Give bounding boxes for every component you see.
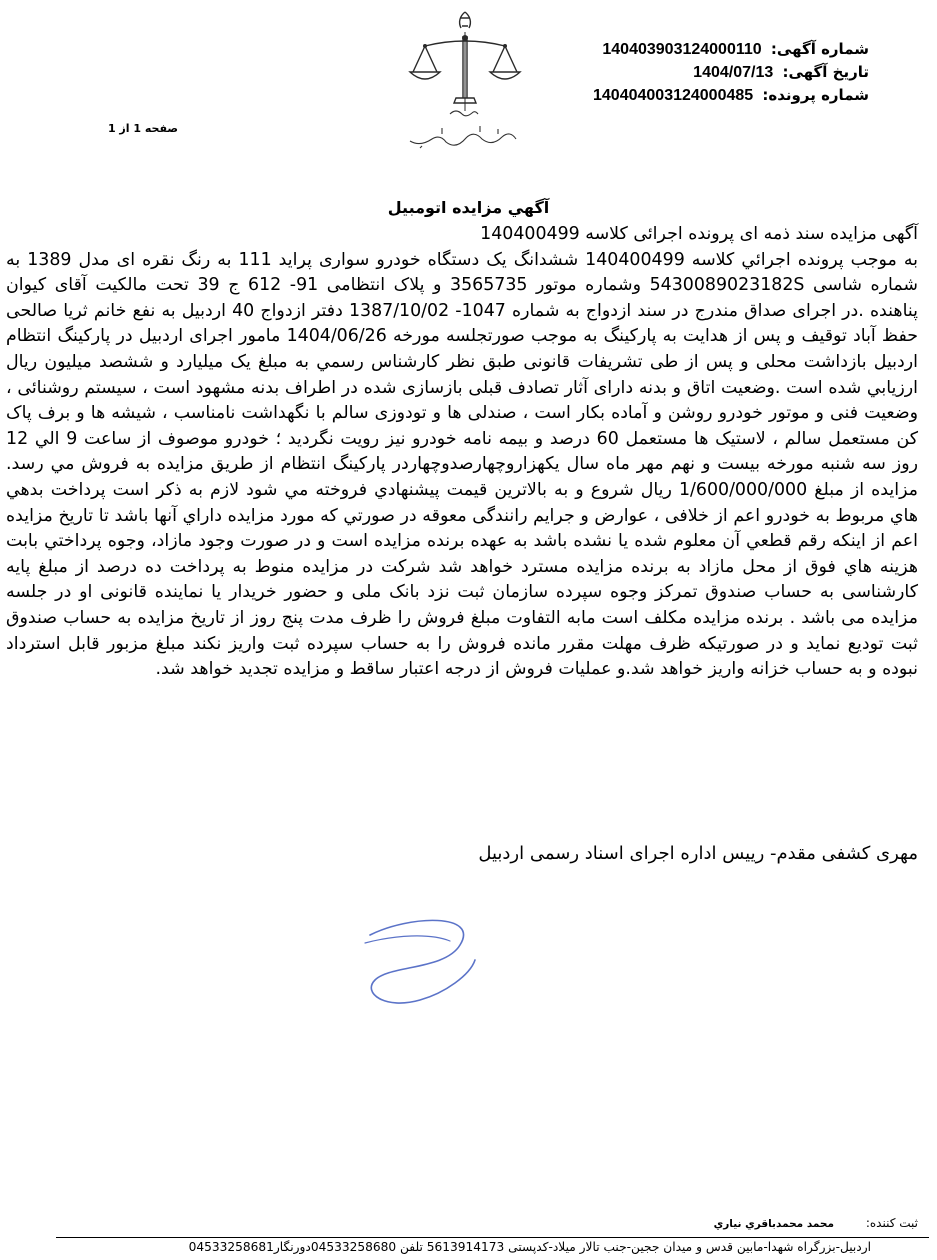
signer-line: مهری کشفی مقدم- رييس اداره اجرای اسناد رسمی اردبيل bbox=[478, 843, 918, 864]
registrar-line bbox=[714, 1216, 918, 1230]
notice-body bbox=[6, 222, 918, 683]
registrar-name: محمد محمدباقري نياري bbox=[713, 1218, 835, 1230]
handwritten-signature-icon bbox=[350, 905, 490, 1015]
case-number-label: شماره پرونده: bbox=[762, 86, 869, 104]
page-indicator: صفحه 1 از 1 bbox=[107, 122, 178, 135]
notice-number: 140403903124000110 bbox=[602, 41, 762, 58]
notice-paragraph: به موجب پرونده اجرائي كلاسه 140400499 ششدانگ يک دستگاه خودرو سواری پراید 111 به رنگ نقره ای مدل 1389 به شماره شاسی 5430089023182S وشماره موتور 3565735 و پلاک انتظامی 91- 612 ج 39 تحت مالکیت آقای کیوان پناهنده .در اجرای صداق مندرج در سند ازدواج به شماره 1047- 1387/10/02 دفتر ازدواج 40 اردبیل به نفع خانم ثریا صالحی حفظ آباد توقیف و پس از هدایت به پارکینگ به موجب صورتجلسه مورخه 1404/06/26 مامور اجرای اردبیل در پارکینگ انتظام اردبیل بازداشت محلی و پس از طی تشریفات قانونی طبق نظر كارشناس رسمي به مبلغ یک میلیارد و ششصد میلیون ريال ارزيابي شده است .وضعیت اتاق و بدنه دارای آثار تصادف قبلی بازسازی شده در اطراف بدنه مشهود است ، سیستم روشنائی ، وضعیت فنی و موتور خودرو روشن و آماده بکار است ، صندلی ها و تودوزی سالم با نگهداشت نامناسب ، شیشه ها و برف پاک کن مستعمل سالم ، لاستیک ها مستعمل 60 درصد و بیمه نامه خودرو نیز رویت نگردید ؛ خودرو موصوف از ساعت 9 الي 12 روز سه شنبه مورخه بیست و نهم مهر ماه سال یکهزاروچهارصدوچهاردر پارکینگ انتظام از طريق مزايده به فروش مي رسد. مزايده از مبلغ 1/600/000/000 ريال شروع و به بالاترين قيمت پيشنهادي فروخته مي شود لازم به ذكر است پرداخت بدهي هاي مربوط به خودرو اعم از خلافی ، عوارض و جرایم رانندگی معوقه در صورتي كه مورد مزايده داراي آنها باشد تا تاريخ مزايده اعم از اينكه رقم قطعي آن معلوم شده يا نشده باشد به عهده برنده مزايده است و در صورت وجود مازاد، وجوه پرداختي بابت هزينه هاي فوق از محل مازاد به برنده مزايده مسترد خواهد شد شرکت در مزایده منوط به پرداخت ده درصد از مبلغ پایه کارشناسی به حساب صندوق تمرکز وجوه سپرده سازمان ثبت نزد بانک ملی و حضور خریدار یا نماینده قانونی او در جلسه مزایده می باشد . برنده مزایده مکلف است مابه التفاوت مبلغ فروش را ظرف مدت پنج روز از تاریخ مزایده به حساب صندوق ثبت تودیع نماید و در صورتیکه ظرف مهلت مقرر مانده فروش را به حساب سپرده ثبت واریز نکند مبلغ مزبور قابل استرداد نبوده و به حساب خزانه واریز خواهد شد.و عملیات فروش از درجه اعتبار ساقط و مزایده تجدید خواهد شد. bbox=[6, 249, 918, 680]
judiciary-scales-emblem-icon bbox=[380, 6, 550, 156]
notice-title: آگهي مزايده اتومبيل bbox=[387, 198, 550, 217]
notice-date: 1404/07/13 bbox=[693, 64, 774, 81]
notice-lead: آگهی مزایده سند ذمه ای پرونده اجرائی کلاسه 140400499 bbox=[480, 224, 918, 244]
notice-number-label: شماره آگهی: bbox=[770, 40, 869, 58]
office-address-footer: اردبیل-بزرگراه شهدا-مابین قدس و میدان ججین-جنب تالار میلاد-کدپستی 5613914173 تلفن 04533258680دورنگار04533258681 bbox=[188, 1240, 871, 1254]
footer-divider bbox=[56, 1237, 929, 1238]
notice-date-label: تاریخ آگهی: bbox=[782, 63, 869, 81]
registrar-label: ثبت كننده: bbox=[865, 1216, 918, 1230]
case-number: 140404003124000485 bbox=[593, 87, 754, 104]
